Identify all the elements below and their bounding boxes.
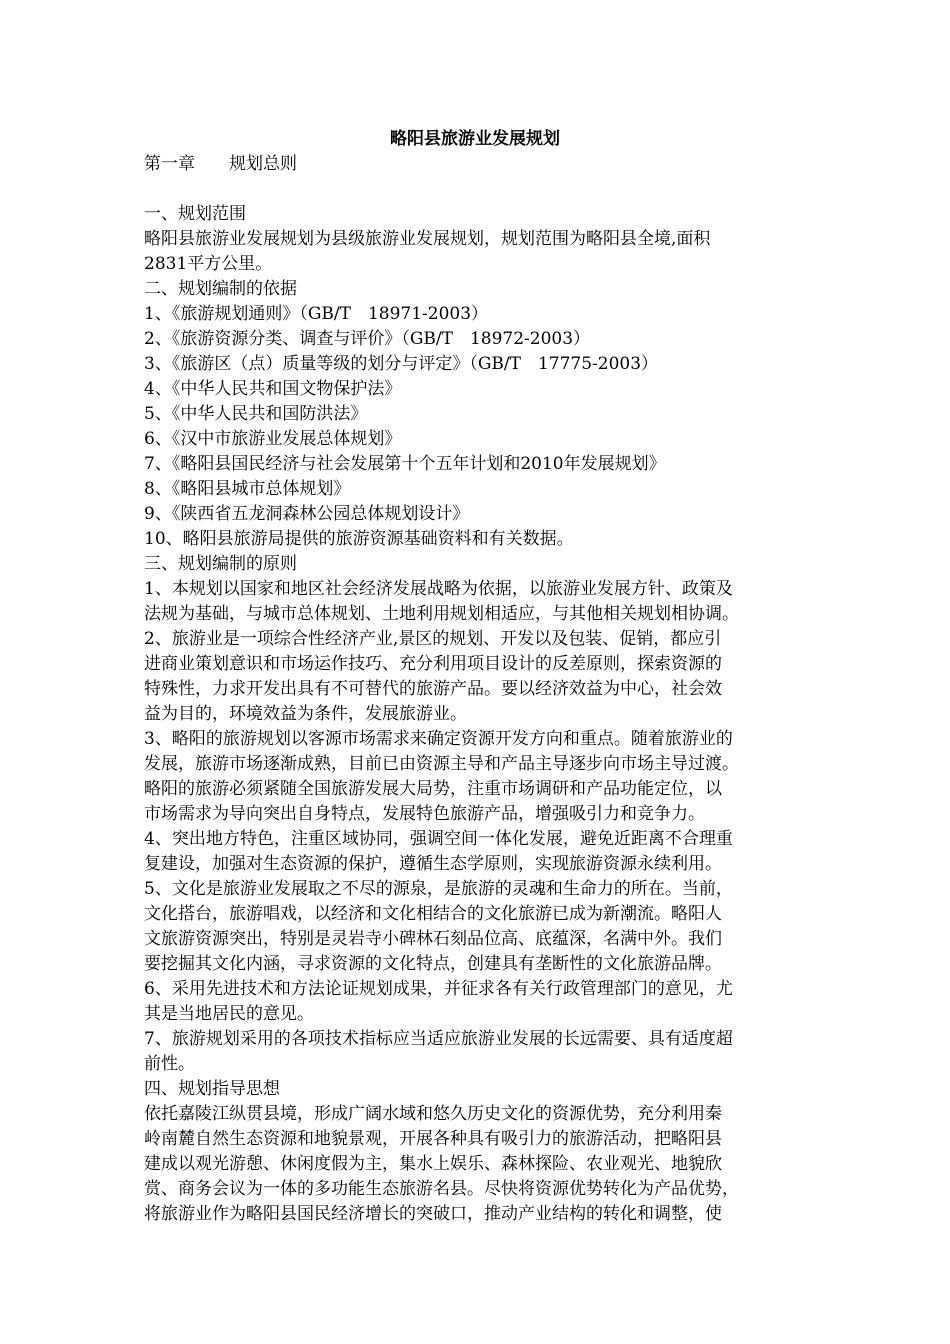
text-line: 岭南麓自然生态资源和地貌景观，开展各种具有吸引力的旅游活动，把略阳县	[144, 1129, 722, 1149]
text-line: 赏、商务会议为一体的多功能生态旅游名县。尽快将资源优势转化为产品优势，	[144, 1179, 739, 1199]
text-line: 三、规划编制的原则	[144, 554, 297, 574]
text-line: 10、略阳县旅游局提供的旅游资源基础资料和有关数据。	[144, 529, 574, 549]
text-line: 要挖掘其文化内涵，寻求资源的文化特点，创建具有垄断性的文化旅游品牌。	[144, 954, 722, 974]
text-line: 4、突出地方特色，注重区域协同，强调空间一体化发展，避免近距离不合理重	[144, 829, 733, 849]
text-line: 3、略阳的旅游规划以客源市场需求来确定资源开发方向和重点。随着旅游业的	[144, 729, 733, 749]
text-line: 益为目的，环境效益为条件，发展旅游业。	[144, 704, 467, 724]
text-line: 1、本规划以国家和地区社会经济发展战略为依据，以旅游业发展方针、政策及	[144, 579, 733, 599]
text-line: 前性。	[144, 1054, 195, 1074]
text-line: 市场需求为导向突出自身特点，发展特色旅游产品，增强吸引力和竞争力。	[144, 804, 705, 824]
text-line: 7、《略阳县国民经济与社会发展第十个五年计划和2010年发展规划》	[144, 454, 666, 474]
text-line: 发展，旅游市场逐渐成熟，目前已由资源主导和产品主导逐步向市场主导过渡。	[144, 754, 739, 774]
text-line: 建成以观光游憩、休闲度假为主，集水上娱乐、森林探险、农业观光、地貌欣	[144, 1154, 722, 1174]
text-line: 文旅游资源突出，特别是灵岩寺小碑林石刻品位高、底蕴深，名满中外。我们	[144, 929, 722, 949]
text-line: 2、旅游业是一项综合性经济产业,景区的规划、开发以及包装、促销，都应引	[144, 629, 722, 649]
text-line: 9、《陕西省五龙洞森林公园总体规划设计》	[144, 504, 470, 524]
text-line: 二、规划编制的依据	[144, 279, 297, 299]
text-line: 7、旅游规划采用的各项技术指标应当适应旅游业发展的长远需要、具有适度超	[144, 1029, 733, 1049]
text-line: 2831平方公里。	[144, 254, 273, 274]
text-line: 一、规划范围	[144, 204, 246, 224]
text-line: 将旅游业作为略阳县国民经济增长的突破口，推动产业结构的转化和调整，使	[144, 1204, 722, 1224]
text-line: 文化搭台，旅游唱戏，以经济和文化相结合的文化旅游已成为新潮流。略阳人	[144, 904, 722, 924]
text-line: 依托嘉陵江纵贯县境，形成广阔水域和悠久历史文化的资源优势，充分利用秦	[144, 1104, 722, 1124]
text-line: 5、《中华人民共和国防洪法》	[144, 404, 368, 424]
text-line: 第一章 规划总则	[144, 154, 297, 174]
text-line: 2、《旅游资源分类、调查与评价》（GB/T 18972-2003）	[144, 329, 591, 349]
text-line: 四、规划指导思想	[144, 1079, 280, 1099]
text-line: 进商业策划意识和市场运作技巧、充分利用项目设计的反差原则，探索资源的	[144, 654, 722, 674]
text-line: 5、文化是旅游业发展取之不尽的源泉，是旅游的灵魂和生命力的所在。当前，	[144, 879, 733, 899]
text-line: 略阳的旅游必须紧随全国旅游发展大局势，注重市场调研和产品功能定位，以	[144, 779, 722, 799]
text-line: 8、《略阳县城市总体规划》	[144, 479, 351, 499]
text-line: 4、《中华人民共和国文物保护法》	[144, 379, 402, 399]
text-line: 3、《旅游区（点）质量等级的划分与评定》（GB/T 17775-2003）	[144, 354, 659, 374]
text-line: 1、《旅游规划通则》（GB/T 18971-2003）	[144, 304, 489, 324]
text-line: 复建设，加强对生态资源的保护，遵循生态学原则，实现旅游资源永续利用。	[144, 854, 722, 874]
blank-line	[144, 177, 810, 202]
document-body	[144, 152, 810, 1227]
text-line: 法规为基础，与城市总体规划、土地利用规划相适应，与其他相关规划相协调。	[144, 604, 739, 624]
text-line: 其是当地居民的意见。	[144, 1004, 314, 1024]
text-line: 6、采用先进技术和方法论证规划成果，并征求各有关行政管理部门的意见，尤	[144, 979, 733, 999]
text-line: 略阳县旅游业发展规划为县级旅游业发展规划，规划范围为略阳县全境,面积	[144, 229, 711, 249]
document-title: 略阳县旅游业发展规划	[390, 129, 560, 149]
text-line: 特殊性，力求开发出具有不可替代的旅游产品。要以经济效益为中心，社会效	[144, 679, 722, 699]
text-line: 6、《汉中市旅游业发展总体规划》	[144, 429, 402, 449]
